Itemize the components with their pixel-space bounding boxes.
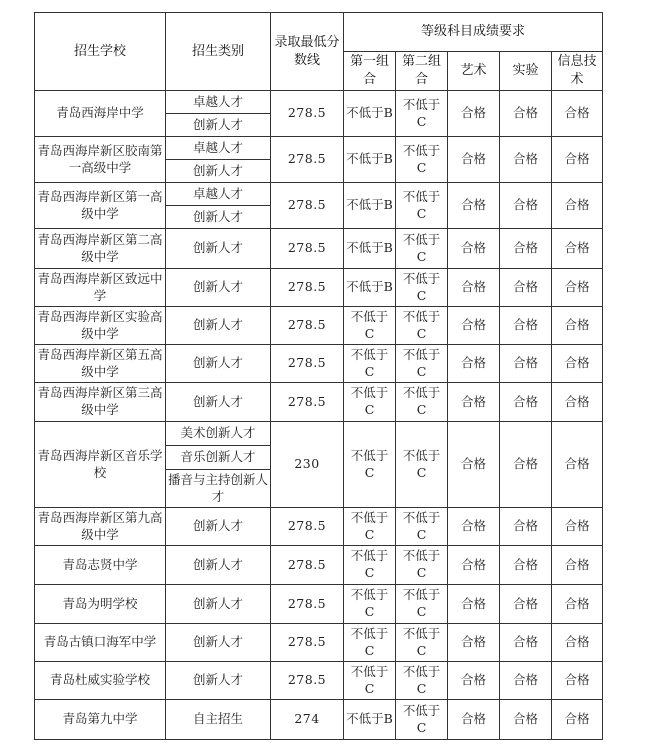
art-cell: 合格 [448,624,500,662]
category-cell: 创新人才 [166,229,271,269]
it-cell: 合格 [552,700,603,740]
group2-cell: 不低于C [396,662,448,700]
table-row [35,585,603,624]
it-cell: 合格 [552,137,603,183]
it-cell: 合格 [552,345,603,383]
category-cell: 播音与主持创新人才 [166,470,271,508]
it-cell: 合格 [552,91,603,137]
score-cell: 278.5 [271,91,344,137]
group1-cell: 不低于C [344,585,396,624]
table-row [35,662,603,700]
group1-cell: 不低于C [344,546,396,585]
header-score: 录取最低分数线 [271,13,344,91]
category-cell: 卓越人才 [166,137,271,160]
group2-cell: 不低于C [396,383,448,422]
school-cell: 青岛西海岸新区致远中学 [35,269,166,307]
it-cell: 合格 [552,269,603,307]
school-cell: 青岛为明学校 [35,585,166,624]
table-row [35,183,603,206]
group1-cell: 不低于B [344,229,396,269]
lab-cell: 合格 [500,662,552,700]
table-row [35,307,603,345]
group1-cell: 不低于C [344,422,396,508]
header-school: 招生学校 [35,13,166,91]
lab-cell: 合格 [500,269,552,307]
score-cell: 278.5 [271,662,344,700]
art-cell: 合格 [448,137,500,183]
school-cell: 青岛西海岸新区胶南第一高级中学 [35,137,166,183]
group1-cell: 不低于B [344,91,396,137]
category-cell: 创新人才 [166,624,271,662]
group2-cell: 不低于C [396,585,448,624]
header-art: 艺术 [448,52,500,91]
art-cell: 合格 [448,345,500,383]
group1-cell: 不低于C [344,383,396,422]
art-cell: 合格 [448,508,500,546]
score-cell: 278.5 [271,508,344,546]
header-it: 信息技术 [552,52,603,91]
it-cell: 合格 [552,662,603,700]
header-group2: 第二组合 [396,52,448,91]
category-cell: 创新人才 [166,307,271,345]
school-cell: 青岛西海岸新区音乐学校 [35,422,166,508]
category-cell: 创新人才 [166,206,271,229]
lab-cell: 合格 [500,229,552,269]
table-row [35,624,603,662]
category-cell: 卓越人才 [166,183,271,206]
art-cell: 合格 [448,422,500,508]
category-cell: 创新人才 [166,508,271,546]
school-cell: 青岛志贤中学 [35,546,166,585]
score-cell: 278.5 [271,383,344,422]
group2-cell: 不低于C [396,624,448,662]
category-cell: 自主招生 [166,700,271,740]
group2-cell: 不低于C [396,307,448,345]
category-cell: 创新人才 [166,114,271,137]
table-row [35,508,603,546]
group2-cell: 不低于C [396,508,448,546]
it-cell: 合格 [552,585,603,624]
table-row [35,383,603,422]
category-cell: 创新人才 [166,662,271,700]
lab-cell: 合格 [500,422,552,508]
score-cell: 230 [271,422,344,508]
score-cell: 278.5 [271,546,344,585]
it-cell: 合格 [552,546,603,585]
category-cell: 创新人才 [166,546,271,585]
category-cell: 卓越人才 [166,91,271,114]
table-row [35,91,603,114]
table-body [35,91,603,740]
table-row [35,345,603,383]
it-cell: 合格 [552,624,603,662]
category-cell: 创新人才 [166,269,271,307]
school-cell: 青岛西海岸新区第一高级中学 [35,183,166,229]
group2-cell: 不低于C [396,345,448,383]
group1-cell: 不低于C [344,662,396,700]
category-cell: 美术创新人才 [166,422,271,446]
table-row [35,269,603,307]
school-cell: 青岛古镇口海军中学 [35,624,166,662]
category-cell: 创新人才 [166,383,271,422]
lab-cell: 合格 [500,183,552,229]
group2-cell: 不低于C [396,700,448,740]
lab-cell: 合格 [500,508,552,546]
score-cell: 278.5 [271,183,344,229]
score-cell: 278.5 [271,229,344,269]
table-row [35,700,603,740]
art-cell: 合格 [448,269,500,307]
group1-cell: 不低于C [344,345,396,383]
header-row-top [35,13,603,52]
school-cell: 青岛西海岸新区第五高级中学 [35,345,166,383]
lab-cell: 合格 [500,546,552,585]
group2-cell: 不低于C [396,546,448,585]
group1-cell: 不低于C [344,624,396,662]
group2-cell: 不低于C [396,422,448,508]
art-cell: 合格 [448,700,500,740]
group2-cell: 不低于C [396,91,448,137]
header-group1: 第一组合 [344,52,396,91]
category-cell: 创新人才 [166,345,271,383]
school-cell: 青岛西海岸中学 [35,91,166,137]
group1-cell: 不低于B [344,137,396,183]
score-cell: 278.5 [271,307,344,345]
score-cell: 278.5 [271,345,344,383]
group1-cell: 不低于C [344,508,396,546]
it-cell: 合格 [552,229,603,269]
header-lab: 实验 [500,52,552,91]
school-cell: 青岛西海岸新区第九高级中学 [35,508,166,546]
category-cell: 音乐创新人才 [166,446,271,470]
category-cell: 创新人才 [166,585,271,624]
lab-cell: 合格 [500,307,552,345]
group1-cell: 不低于B [344,269,396,307]
score-cell: 274 [271,700,344,740]
it-cell: 合格 [552,508,603,546]
art-cell: 合格 [448,383,500,422]
school-cell: 青岛杜威实验学校 [35,662,166,700]
category-cell: 创新人才 [166,160,271,183]
table-row [35,546,603,585]
it-cell: 合格 [552,383,603,422]
it-cell: 合格 [552,307,603,345]
header-category: 招生类别 [166,13,271,91]
it-cell: 合格 [552,422,603,508]
group2-cell: 不低于C [396,229,448,269]
group2-cell: 不低于C [396,183,448,229]
score-cell: 278.5 [271,137,344,183]
art-cell: 合格 [448,91,500,137]
art-cell: 合格 [448,546,500,585]
art-cell: 合格 [448,585,500,624]
lab-cell: 合格 [500,700,552,740]
art-cell: 合格 [448,662,500,700]
school-cell: 青岛西海岸新区第三高级中学 [35,383,166,422]
group2-cell: 不低于C [396,137,448,183]
school-cell: 青岛西海岸新区实验高级中学 [35,307,166,345]
table-row [35,422,603,446]
score-cell: 278.5 [271,269,344,307]
admission-table [34,12,603,740]
table-row [35,137,603,160]
school-cell: 青岛西海岸新区第二高级中学 [35,229,166,269]
lab-cell: 合格 [500,137,552,183]
lab-cell: 合格 [500,585,552,624]
art-cell: 合格 [448,307,500,345]
it-cell: 合格 [552,183,603,229]
art-cell: 合格 [448,183,500,229]
group1-cell: 不低于B [344,700,396,740]
group1-cell: 不低于B [344,183,396,229]
group2-cell: 不低于C [396,269,448,307]
lab-cell: 合格 [500,91,552,137]
header-grade-requirement: 等级科目成绩要求 [344,13,603,52]
score-cell: 278.5 [271,624,344,662]
table-row [35,229,603,269]
art-cell: 合格 [448,229,500,269]
lab-cell: 合格 [500,624,552,662]
group1-cell: 不低于C [344,307,396,345]
lab-cell: 合格 [500,345,552,383]
score-cell: 278.5 [271,585,344,624]
school-cell: 青岛第九中学 [35,700,166,740]
lab-cell: 合格 [500,383,552,422]
